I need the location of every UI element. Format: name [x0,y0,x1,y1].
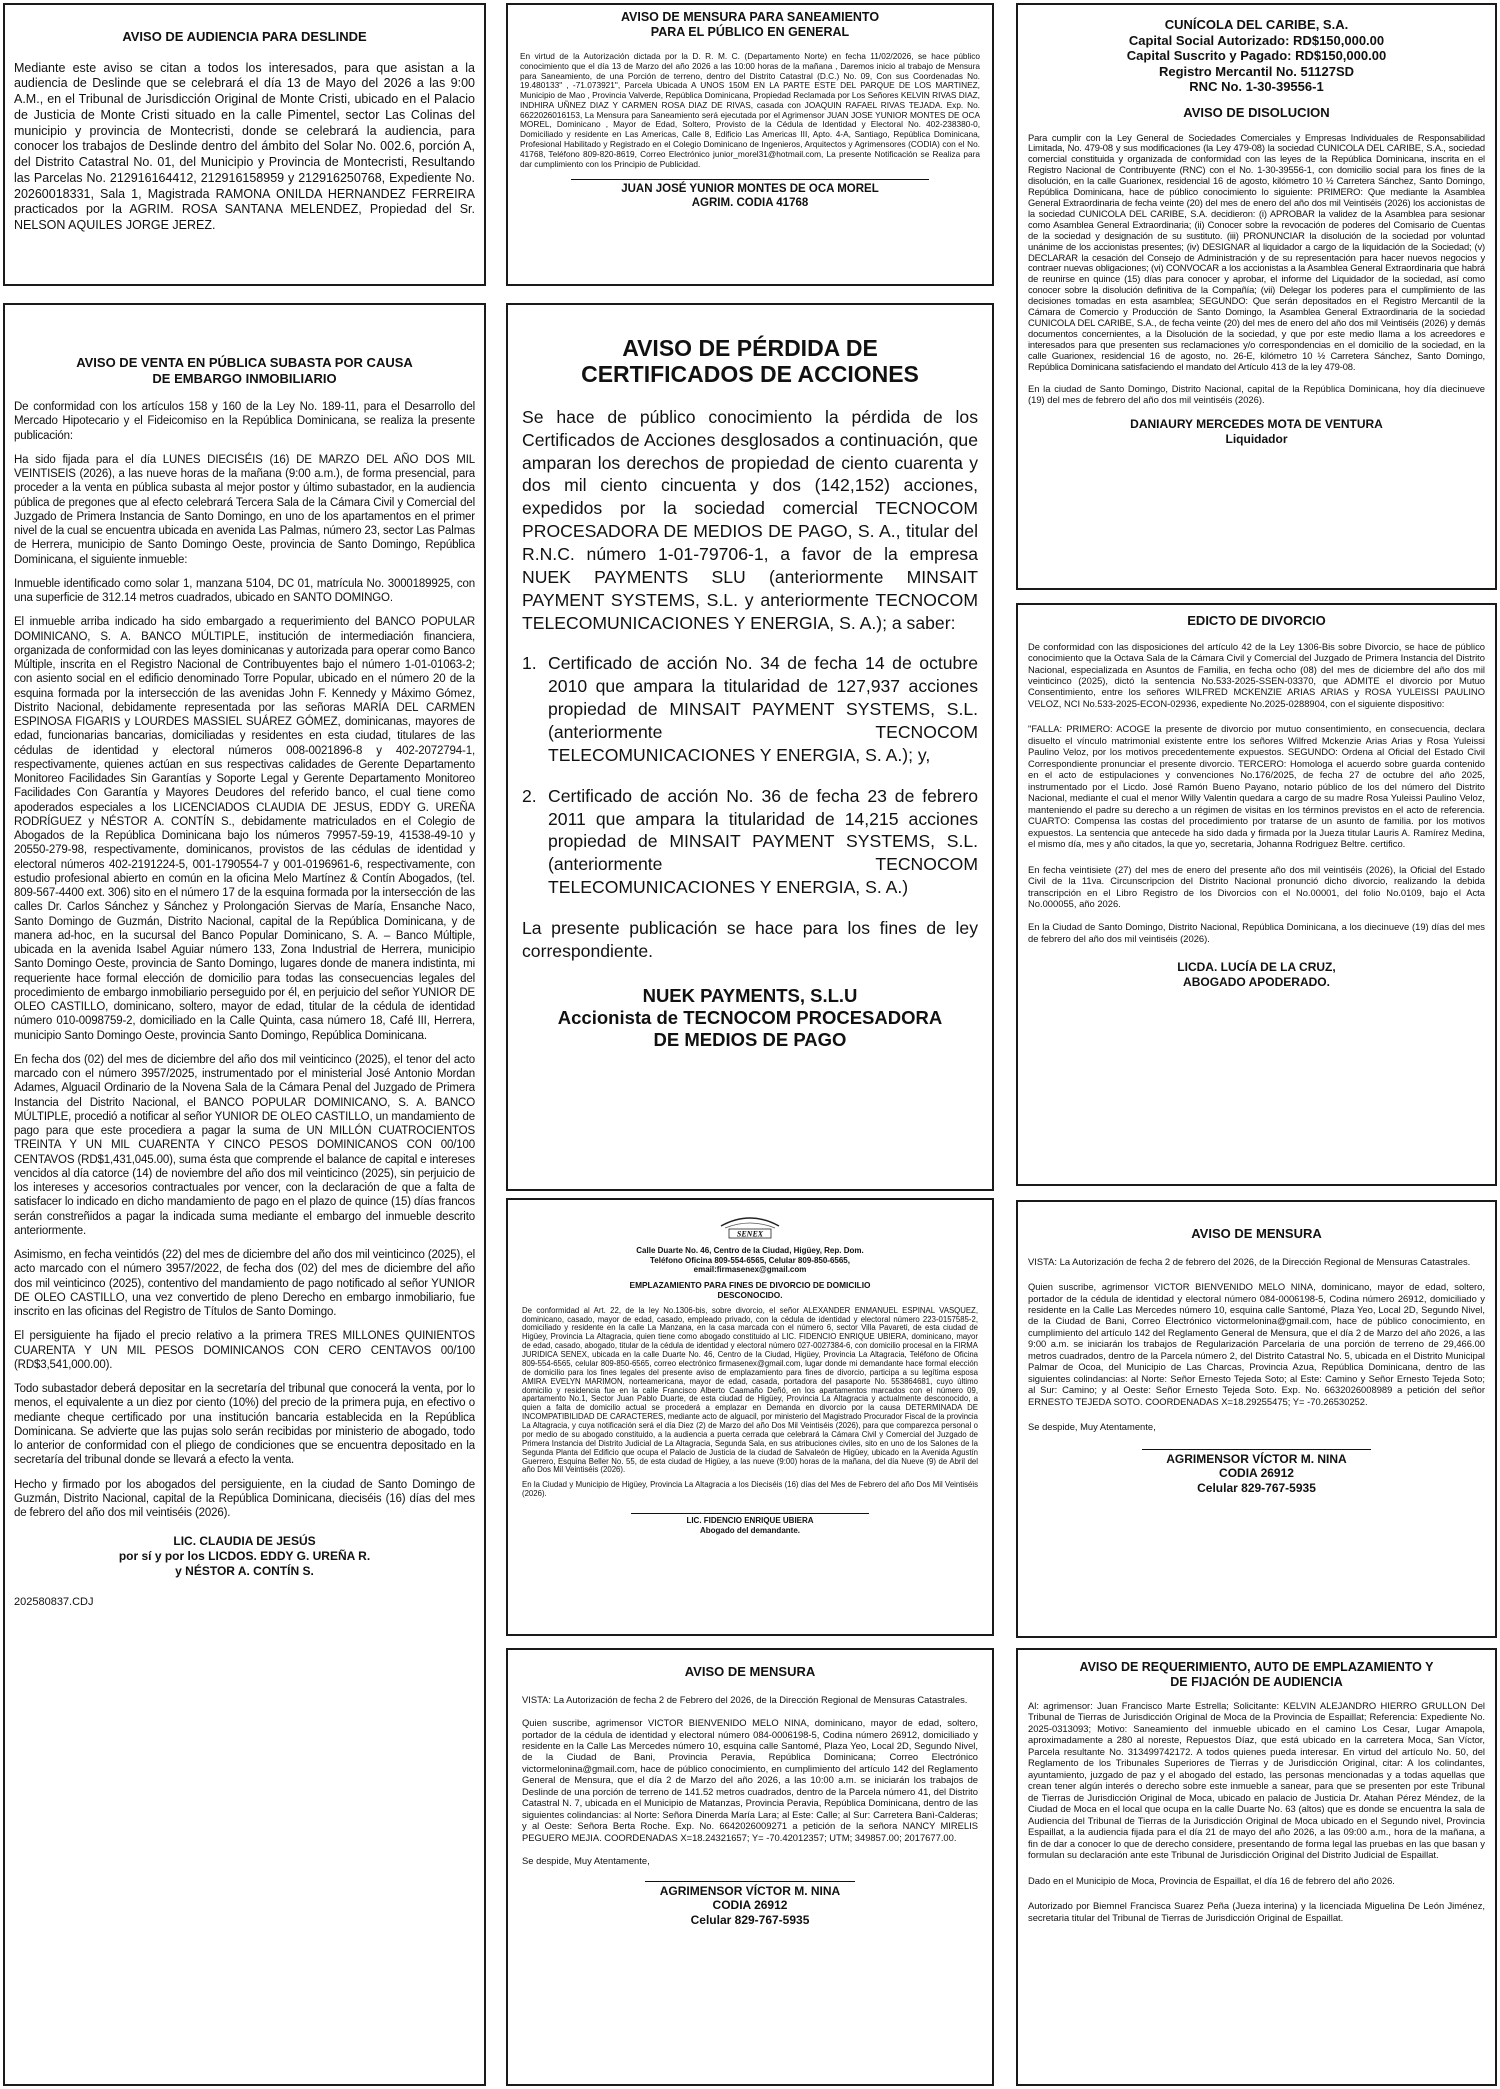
notice-requerimiento [1016,1648,1497,2086]
notice-signature [14,1534,475,1578]
signature-line: por sí y por los LICDOS. EDDY G. UREÑA R. [118,1549,371,1564]
notice-paragraph: De conformidad al Art. 22, de la ley No.1306-bis, sobre divorcio, el señor ALEXANDER ENMANUEL ESPINAL VASQUEZ, dominicano, casado, mayor de edad, casado, empleado privado, con la cédula de identidad y electoral número 223-0157585-2, domiciliado y residente en la calle La Manzana, en la casa marcada con el número 6, sector Villa Pavareti, de esta ciudad de Higüey, Provincia La Altagracia, quien tiene como abogado constituido al LIC. FIDENCIO ENRIQUE UBIERA, dominicano, mayor de edad, casado, abogado, titular de la cédula de identidad y electoral número 027-0027384-6, con domicilio procesal en la FIRMA JURIDICA SENEX, ubicada en la calle Duarte No. 46, Centro de la Ciudad, Higüey, Provincia La Altagracia, Teléfono de Oficina 809-554-6565, celular 809-850-6565, correo electrónico firmasenex@gmail.com, lugar donde mi demandante hace formal elección de domicilio para los fines legales del presente aviso de emplazamiento para fines de divorcio, participa a su legítima esposa AMIRA EVELYN MARIMON, norteamericana, mayor de edad, casada, portadora del pasaporte No. 553864681, cuyo último domicilio y residencia fue en la calle Francisco Alberto Caamaño Deñó, en los apartamentos marcados con el número 09, apartamento No.1, Sector Juan Pablo Duarte, de esta ciudad de Higüey, Provincia La Altagracia y actualmente desconocido, a quien a falta de domicilio actual se procederá a emplazar en Demanda en divorcio por la causa DETERMINADA DE INCOMPATIBILIDAD DE CARACTERES, mediante acto de alguacil, por ministerio del Magistrado Procurador Fiscal de la provincia La Altagracia, y cuya notificación será el día Diez (2) de Marzo del año Dos Mil Veintiséis (2026), para que comparezca personal o por medio de su abogado constituido, a la audiencia a puerta cerrada que celebrará la Cámara Civil y Comercial del Juzgado de Primera Instancia del Distrito Judicial de La Altagracia, Segunda Sala, en sus atribuciones civiles, sito en uno de los Salones de la Segunda Planta del Edificio que ocupa el Palacio de Justicia de la ciudad de Salvaleón de Higüey, ubicado en la Avenida Agustín Guerrero, Esquina Beller No. 55, de esta ciudad de Higüey, a las nueve (9:00) horas de la mañana, del día Nueve (9) de Abril del año Dos Mil Veintiséis (2026). [522,1305,978,1475]
certificate-item [522,785,978,899]
notice-title-line: CERTIFICADOS DE ACCIONES [581,361,919,388]
certificate-item [522,652,978,766]
notice-paragraph: Asimismo, en fecha veintidós (22) del mes de diciembre del año dos mil veinticinco (2025), el acto marcado con el número 3957/2022, de fecha dos (02) del mes de diciembre del año dos mil veinticinco (2025), contentivo del mandamiento de pago notificado al señor YUNIOR DE OLEO CASTILLO, una vez convertido de pleno Derecho en embargo inmobiliario, fue inscrito en las oficinas del Registro de Títulos de Santo Domingo. [14,1249,475,1319]
signature-line: Accionista de TECNOCOM PROCESADORA [557,1006,943,1028]
notice-signature [1028,1452,1485,1496]
notice-title [522,335,978,388]
notice-paragraph: En fecha veintisiete (27) del mes de enero del presente año dos mil veintiséis (2026), la Oficial del Estado Civil de la 11va. Circunscripcion del Distrito Nacional pronunció dicho divorcio, realizando la debida transcripción en el Libro Registro de los Divorcios con el No.00001, del folio No.0109, bajo el Acta No.000055, año 2026. [1028,863,1485,909]
notice-paragraph: Quien suscribe, agrimensor VICTOR BIENVENIDO MELO NINA, dominicano, mayor de edad, soltero, portador de la cédula de identidad y electoral número 084-0006198-5, Codina número 26912, domiciliado y residente en la Calle Las Mercedes número 10, esquina calle Santomé, Plaza Yeo, Local 2D, Segundo Nivel, de la Ciudad de Bani, Provincia Peravia, República Dominicana; Correo Electrónico victormelonina@gmail.com, hace de público conocimiento, en cumplimiento del artículo 142 del Reglamento General de Mensura, que el día 2 de Marzo del año 2026, a las 10:00 a.m. se iniciarán los trabajos de Deslinde de una porción de terreno de 141.52 metros cuadrados, dentro de la Parcela número 41, del Distrito Catastral N. 7, ubicada en el Municipio de Matanzas, Provincia Peravia, República Dominicana, dentro de las siguientes colindancias: al Norte: Señora Dinerda María Lara; al Este: Calle; al Sur: Carretera Banì-Calderas; y al Oeste: Señora Berta Roche. Exp. No. 6642026009271 a petición de la señora NANCY MIRELIS PEGUERO MEJIA. COORDENADAS X=18.24321657; Y= -70.42012357; UTM; 349857.00; 2017677.00. [522,1717,978,1843]
company-header [1028,17,1485,95]
signature-line: NUEK PAYMENTS, S.L.U [642,984,858,1006]
signature-rule [645,1881,855,1882]
company-name: CUNÍCOLA DEL CARIBE, S.A. [1164,17,1349,32]
signature-rule [631,1513,868,1514]
notice-title-line: AVISO DE VENTA EN PÚBLICA SUBASTA POR CAUSA [76,355,413,370]
notice-title-line: AVISO DE REQUERIMIENTO, AUTO DE EMPLAZAMIENTO Y [1079,1660,1434,1674]
notice-title-line: PARA EL PÚBLICO EN GENERAL [650,25,850,39]
signature-line: Liquidador [1225,432,1288,447]
notice-subasta [3,303,486,2086]
notice-body: Mediante este aviso se citan a todos los interesados, para que asistan a la audiencia de Deslinde que se celebrará el día 13 de Mayo del 2026 a las 9:00 A.M., en el Tribunal de Jurisdicción Original de Monte Cristi, ubicado en el Palacio de Justicia de Monte Cristi situado en la calle Pimentel, sector Las Colinas del municipio y provincia de Montecristi, donde se celebrará la audiencia, para conocer los trabajos de Deslinde dentro del ámbito del Solar No. 002.6, porción A, del Distrito Catastral No. 01, del Municipio y Provincia de Montecristi, Resultando las Parcelas No. 212916164412, 212916158959 y 212916250768, Expediente No. 20260018331, Sala 1, Magistrada RAMONA ONILDA HERNANDEZ FERREIRA practicados por la AGRIM. ROSA SANTANA MELENDEZ, Propiedad del Sr. NELSON AQUILES JORGE JEREZ. [14,60,475,233]
signature-line: ABOGADO APODERADO. [1183,975,1330,989]
notice-perdida-acciones [506,303,994,1191]
notice-paragraph: Al: agrimensor: Juan Francisco Marte Estrella; Solicitante: KELVIN ALEJANDRO HIERRO GRULLON Del Tribunal de Tierras de Jurisdicción Original de Moca de la Provincia de Espaillat; Referencia: Expediente No. 2025-0313093; Motivo: Saneamiento del inmueble ubicado en el camino Los Cesar, Lugar Amapola, aproximadamente a 280 al noreste, Repuestos Díaz, que está ubicado en la carretera Moca, San Víctor, Parcela resultante No. 313499742172. A todos quienes pueda interesar. En virtud del artículo No. 50, del Reglamento de los Tribunales Superiores de Tierras y de Jurisdicción Original, citar: A los colindantes, ayuntamiento, juzgado de paz y el abogado del estado, las personas mencionadas y a todas aquellas que crean tener algún interés o derecho sobre este inmueble a sanear, para que se presenten por este Tribunal de Tierras de Jurisdicción Original de Moca, ubicado en palacio de Justicia Dr. Atahan Pérez Méndez, de la Ciudad de Moca en el local que ocupa en la calle Duarte No. 63 (altos) que es donde se encuentra la sala de Audiencia del Tribunal de Tierras de la Jurisdicción Original de Moca ubicado en el Segundo nivel, Provincia Espaillat, a la audiencia fijada para el día 21 de mayo del año 2026, a las 09:00 a.m., hora de la mañana, a fin de dar a conocer lo que de derecho considere, presentando de forma legal las pruebas en las que basan y formulan su declaración ante este Tribunal de Jurisdicción Original del Distrito Judicial de Espaillat. [1028,1700,1485,1861]
notice-paragraph: Dado en el Municipio de Moca, Provincia de Espaillat, el día 16 de febrero del año 2026. [1028,1874,1395,1886]
letterhead-line: Teléfono Oficina 809-554-6565, Celular 809-850-6565, [650,1255,850,1265]
notice-title-line: DESCONOCIDO. [717,1289,783,1300]
notice-paragraph: Quien suscribe, agrimensor VICTOR BIENVENIDO MELO NINA, dominicano, mayor de edad, soltero, portador de la cédula de identidad y electoral número 084-0006198-5, Codina número 26912, domiciliado y residente en la Calle Las Mercedes número 10, esquina calle Santomé, Plaza Yeo, Local 2D, Segundo Nivel, de la Ciudad de Bani, Correo Electrónico victormelonina@gmail.com, hace de público conocimiento, en cumplimiento del artículo 142 del Reglamento General de Mensura, que el día 2 de Marzo del año 2026, a las 9:00 a.m. se iniciarán los trabajos de Regularización Parcelaria de una porción de terreno de 29,466.00 metros cuadrados, dentro de la Parcela número 2, del Distrito Catastral No. 5, ubicada en el Distrito Municipal Palmar de Ocoa, del Municipio de Las Charcas, Provincia Azua, República Dominicana, dentro de las siguientes colindancias: al Norte: Señor Ernesto Tejeda Soto; al Este: Camino y Señor Ernesto Tejeda Soto; al Sur: Camino; y al Oeste: Señor Ernesto Tejeda Soto. Exp. No. 6632026008989 a petición del señor ERNESTO TEJEDA SOTO. COORDENADAS X=18.29255475; Y= -70.26530252. [1028,1281,1485,1407]
item-text: Certificado de acción No. 36 de fecha 23 de febrero 2011 que ampara la titularidad de 14,215 acciones propiedad de MINSAIT PAYMENT SYSTEMS, S.L. (anteriormente TECNOCOM TELECOMUNICACIONES Y ENERGIA, S. A.) [548,785,978,898]
notice-saneamiento [506,3,994,286]
notice-signature [1028,960,1485,989]
company-capital: Capital Social Autorizado: RD$150,000.00 [1128,32,1385,48]
notice-paragraph: La presente publicación se hace para los fines de ley correspondiente. [522,918,978,961]
notice-title-line: DE EMBARGO INMOBILIARIO [152,370,337,386]
item-number: 2. [522,785,537,806]
notice-title [14,355,475,386]
scales-logo-icon [715,1208,785,1242]
company-registry: Registro Mercantil No. 51127SD [1158,63,1355,79]
notice-paragraph: Se hace de público conocimiento la pérdida de los Certificados de Acciones desglosados a continuación, que amparan los derechos de propiedad de ciento cuarenta y dos mil ciento cincuenta y dos (142,152) acciones, expedidos por la sociedad comercial TECNOCOM PROCESADORA DE MEDIOS DE PAGO, S. A., titular del R.N.C. número 1-01-79706-1, a favor de la empresa NUEK PAYMENTS SLU (anteriormente MINSAIT PAYMENT SYSTEMS, S.L. y anteriormente TECNOCOM TELECOMUNICACIONES Y ENERGIA, S. A.); a saber: [522,406,978,633]
signature-line: LIC. FIDENCIO ENRIQUE UBIERA [686,1516,814,1526]
letterhead-line: Calle Duarte No. 46, Centro de la Ciudad, Higüey, Rep. Dom. [636,1246,864,1255]
notice-title: EDICTO DE DIVORCIO [1187,613,1326,628]
notice-title-line: DE FIJACIÓN DE AUDIENCIA [1170,1675,1343,1689]
notice-mensura-peguero [506,1648,994,2086]
item-number: 1. [522,653,537,674]
reference-code: 202580837.CDJ [14,1596,94,1609]
notice-senex-emplazamiento [506,1198,994,1636]
signature-line: DANIAURY MERCEDES MOTA DE VENTURA [1130,417,1383,432]
notice-paragraph: "FALLA: PRIMERO: ACOGE la presente de divorcio por mutuo consentimiento, en consecuencia, declara disuelto el vínculo matrimonial existente entre los señores Wilfred Mckenzie Arias Arias y Rosa Yuleissi Paulino Veloz, por los motivos precedentemente expuestos. SEGUNDO: Ordena al Oficial del Estado Civil Correspondiente pronunciar el presente divorcio. TERCERO: Homologa el acuerdo sobre guarda contenido en el acto de estipulaciones y convenciones No.176/2025, de fecha 27 de octubre del año 2025, instrumentado por el Licdo. José Ramón Bueno Payano, notario público de los del número del Distrito Nacional, mediante el cual el menor Willy Valentin quedara a cargo de su madre Rosa Yuleissi Paulino Veloz, manteniendo el padre su derecho a un régimen de visitas en los términos previstos en el acto de referencia. CUARTO: Compensa las costas del procedimiento por tratarse de un asunto de familia. por los motivos expuestos. La sentencia que antecede ha sido dada y firmada por la Jueza titular Lauris A. Ramírez Medina, el mismo día, mes y año citados, la que yo, secretaria, Johanna Rodriguez Beltre. certifico. [1028,723,1485,850]
logo-label: SENEX [736,1229,764,1239]
notice-signature [522,1516,978,1536]
signature-rule [1142,1449,1371,1450]
senex-logo [522,1208,978,1242]
notice-paragraph: Ha sido fijada para el día LUNES DIECISÉIS (16) DE MARZO DEL AÑO DOS MIL VEINTISEIS (2026), a las nueve horas de la mañana (9:00 a.m.), de forma presencial, para proceder a la venta en pública subasta al mejor postor y último subastador, en la audiencia pública de pregones que al efecto celebrará Tercera Sala de la Cámara Civil y Comercial del Juzgado de Primera Instancia de Santo Domingo, en uno de los apartamentos en el primer nivel de la cual se encuentra ubicada en avenida Las Palmas, número 23, sector Las Palmas de Herrera, municipio de Santo Domingo Oeste, provincia de Santo Domingo, República Dominicana, el siguiente inmueble: [14,453,475,566]
signature-line: Abogado del demandante. [699,1525,800,1535]
notice-title-line: AVISO DE PÉRDIDA DE [622,335,878,361]
notice-body: En virtud de la Autorización dictada por la D. R. M. C. (Departamento Norte) en fecha 11/02/2026, se hace público conocimiento que el día 13 de Marzo del año 2026 a las 10:00 horas de la mañana , Daremos inicio al trabajo de Mensura para Saneamiento, de una Porción de terreno, dentro del Distrito Catastral (D.C.) No. 09, Con sus Coordenadas No. 19.480133" , -71.073921", Parcela Ubicada A UNOS 150M EN LA PARTE ESTE DEL PARQUE DE LOS MARTINEZ, Municipio de Mao , Provincia Valverde, República Dominicana, Propiedad Reclamada por Los Señores KELVIN RIVAS DIAZ, INDHIRA UÑNEZ DIAZ Y CARMEN ROSA DIAZ DE RIVAS, casada con JOAQUIN RAFAEL RIVAS TEJADA. Exp. No. 6622026016153, La Mensura para Saneamiento será ejecutada por el Agrimensor JUAN JOSE YUNIOR MONTES DE OCA MOREL, Dominicano , Mayor de Edad, Soltero, Provisto de la Cédula de Identidad y Electoral No. 402-238380-0, Domiciliado y residente en Las Americas, Calle 8, Edificio Las Americas III, Apto. 4-A, Santiago, República Dominicana, Profesional Habilitado y Registrado en el Colegio Dominicano de Ingenieros, Arquitectos y Agrimensores (CODIA) con el No. 41768, Teléfono 809-820-8619, Correo Electrónico junior_morel31@hotmail.com, La presente Notificación se Realiza para dar cumplimiento con los Principio de Publicidad. [520,51,980,169]
notice-divorcio [1016,603,1497,1186]
notice-paragraph: Autorizado por Biemnel Francisca Suarez Peña (Jueza interina) y la licenciada Miguelina De León Jiménez, secretaria titular del Tribunal de Tierras de Jurisdicción Original de Espaillat. [1028,1900,1485,1923]
notice-title: AVISO DE MENSURA [684,1664,816,1679]
notice-title [520,10,980,40]
company-capital-paid: Capital Suscrito y Pagado: RD$150,000.00 [1126,48,1387,64]
signature-line: LIC. CLAUDIA DE JESÚS [173,1534,316,1549]
letterhead-line: email:firmasenex@gmail.com [693,1265,807,1275]
notice-title-line: AVISO DE MENSURA PARA SANEAMIENTO [620,10,880,24]
notice-signature [522,985,978,1052]
notice-title: AVISO DE DISOLUCION [1183,104,1330,120]
notice-paragraph: Inmueble identificado como solar 1, manzana 5104, DC 01, matrícula No. 3000189925, con una superficie de 312.14 metros cuadrados, ubicado en SANTO DOMINGO. [14,577,475,605]
notice-title [1028,1660,1485,1690]
signature-line: AGRIMENSOR VÍCTOR M. NINA [1166,1451,1347,1466]
notice-title: AVISO DE AUDIENCIA PARA DESLINDE [122,29,367,44]
notice-paragraph: En la Ciudad y Municipio de Higüey, Provincia La Altagracia a los Dieciséis (16) días del Mes de Febrero del año Dos Mil Veintiséis (2026). [522,1480,978,1499]
notice-signature [1028,417,1485,446]
notice-title-line: EMPLAZAMIENTO PARA FINES DE DIVORCIO DE DOMICILIO [629,1279,871,1290]
notice-paragraph: Hecho y firmado por los abogados del persiguiente, en la ciudad de Santo Domingo de Guzmán, Distrito Nacional, capital de la República Dominicana, dieciséis (16) días del mes de febrero del año dos mil veintiséis (2026). [14,1478,475,1520]
company-rnc: RNC No. 1-30-39556-1 [1189,79,1324,95]
notice-paragraph: De conformidad con las disposiciones del artículo 42 de la Ley 1306-Bis sobre Divorcio, se hace de público conocimiento que la Octava Sala de la Cámara Civil y Comercial del Juzgado de Primera Instancia del Distrito Nacional, especializada en Asuntos de Familia, en fecha ocho (08) del mes de diciembre del año dos mil veinticinco (2025), dictó la sentencia No.533-2025-SSEN-03370, que ADMITE el divorcio por Mutuo Consentimiento, entre los señores WILFRED MCKENZIE ARIAS ARIAS y ROSA YULEISSI PAULINO VELOZ, NCI No.533-2025-ECON-02936, expediente No.2025-0288904, con el siguiente dispositivo: [1028,640,1485,709]
notice-paragraph: Se despide, Muy Atentamente, [522,1855,650,1867]
signature-line: LICDA. LUCÍA DE LA CRUZ, [1177,960,1336,975]
notice-paragraph: Se despide, Muy Atentamente, [1028,1421,1156,1433]
notice-paragraph: Todo subastador deberá depositar en la secretaría del tribunal que conocerá la venta, por lo menos, el equivalente a un diez por ciento (10%) del precio de la primera puja, en efectivo o mediante cheque certificado por una institución bancaria establecida en la República Dominicana. Se advierte que las pujas solo serán recibidas por ministerio de abogado, todo lo anterior de conformidad con el pliego de condiciones que se encuentra depositado en la secretaría del tribunal donde se llevará a efecto la venta. [14,1383,475,1467]
signature-line: AGRIM. CODIA 41768 [691,197,809,210]
notice-paragraph: En fecha dos (02) del mes de diciembre del año dos mil veinticinco (2025), el tenor del acto marcado con el número 3957/2025, instrumentado por el ministerial José Antonio Mordan Adames, Alguacil Ordinario de la Novena Sala de la Cámara Penal del Juzgado de Primera Instancia del Distrito Nacional, el BANCO POPULAR DOMINICANO, S. A. BANCO MÚLTIPLE, procedió a notificar al señor YUNIOR DE OLEO CASTILLO, un mandamiento de pago para que este procediera a pagar la suma de UN MILLÓN CUATROCIENTOS TREINTA Y UN MIL CUARENTA Y CINCO PESOS DOMINICANOS CON 00/100 CENTAVOS (RD$1,431,045.00), suma ésta que comprende el balance de capital e intereses vencidos al día catorce (14) de noviembre del año dos mil veinticinco (2025), sin perjuicio de los intereses y accesorios contractuales por vencer, con la declaración de que a falta de satisfacer lo indicado en dicho mandamiento de pago en el plazo de quince (15) días francos serán constreñidos a pagar la indicada suma mediante el embargo del inmueble descrito anteriormente. [14,1053,475,1237]
signature-line: CODIA 26912 [1219,1466,1294,1481]
notice-paragraph: VISTA: La Autorización de fecha 2 de Febrero del 2026, de la Dirección Regional de Mensuras Catastrales. [522,1693,968,1705]
notice-title: AVISO DE MENSURA [1191,1226,1322,1241]
notice-paragraph: El inmueble arriba indicado ha sido embargado a requerimiento del BANCO POPULAR DOMINICANO, S. A. BANCO MÚLTIPLE, institución de intermediación financiera, organizada de conformidad con las leyes dominicanas y autorizada para operar como Banco Múltiple, inscrita en el Registro Nacional de Contribuyentes bajo el número 1-01-01063-2; con asiento social en el edificio denominado Torre Popular, ubicado en el número 20 de la esquina formada por la intersección de las avenidas John F. Kennedy y Máximo Gómez, Distrito Nacional, debidamente representada por las señoras MARÍA DEL CARMEN ESPINOSA FIGARIS y LOURDES MASSIEL SUÁREZ GÓMEZ, dominicanas, mayores de edad, funcionarias bancarias, domiciliadas y residentes en esta ciudad, titulares de las cédulas de identidad y electoral números 008-0021896-8 y 402-2072794-1, respectivamente, quienes actúan en sus respectivas calidades de Gerente Departamento Monitoreo Facilidades Sin Garantías y Soporte Legal y Gerente Departamento Monitoreo Facilidades Con Garantía y Mayores Deudores del referido banco, el cual tiene como apoderados especiales a los LICENCIADOS CLAUDIA DE JESUS, EDDY G. UREÑA RODRÍGUEZ y NÉSTOR A. CONTÍN S., debidamente matriculados en el Colegio de Abogados de la República Dominicana bajo los números 79957-59-19, 41538-49-10 y 20550-279-98, respectivamente, dominicanos, provistos de las cédulas de identidad y electoral números 402-2191224-5, 001-1790554-7 y 001-0196961-6, respectivamente, con estudio profesional abierto en común en la oficina Melo Martínez & Contín Abogados, (tel. 809-567-4400 ext. 306) sito en el número 17 de la esquina formada por la intersección de las calles Dr. Carlos Sánchez y Sánchez y Prolongación Siervas de María, Ensanche Naco, Santo Domingo de Guzmán, Distrito Nacional, capital de la República Dominicana, y de manera ad-hoc, en la sucursal del Banco Popular Dominicano, S. A. – Banco Múltiple, ubicada en la avenida Isabel Aguiar número 133, Zona Industrial de Herrera, municipio Santo Domingo Oeste, provincia de Santo Domingo, lugares donde de manera indistinta, mi requeriente hace formal elección de domicilio para todas las consecuencias legales del procedimiento de embargo inmobiliario perseguido por él, en perjuicio del señor YUNIOR DE OLEO CASTILLO, dominicano, soltero, mayor de edad, titular de la cédula de identidad número 010-0098759-2, domiciliado en la Calle Quinta, casa número 18, Café III, Herrera, municipio Santo Domingo Oeste, provincia Santo Domingo, República Dominicana. [14,616,475,1042]
signature-line: Celular 829-767-5935 [690,1912,810,1927]
notice-signature [520,182,980,210]
signature-line: y NÉSTOR A. CONTÍN S. [175,1563,314,1578]
notice-paragraph: Para cumplir con la Ley General de Sociedades Comerciales y Empresas Individuales de Responsabilidad Limitada, No. 479-08 y sus modificaciones (la Ley 479-08) la sociedad CUNICOLA DEL CARIBE, S.A., sociedad comercial constituida y organizada de conformidad con las leyes de la República Dominicana, inscrita en el Registro Nacional de Contribuyente (RNC) con el No. 1-30-39556-1, con domicilio social para los fines de la disolución, en la calle Guarionex, residencial 16 de agosto, kilómetro 10 ½ Carretera Sánchez, Santo Domingo, República Dominicana, hace de público conocimiento lo siguiente: PRIMERO: Que mediante la Asamblea General Extraordinaria de fecha veinte (20) del mes de enero del año dos mil Veintiséis (2026) los accionistas de la sociedad CUNICOLA DEL CARIBE, S.A. decidieron: (i) APROBAR la validez de la Asamblea para sesionar como Asamblea General Extraordinaria; (ii) Conocer sobre la revocación de poderes del Comisario de Cuentas de la sociedad y designación de su sustituto. (iii) PRONUNCIAR la disolución de la sociedad por voluntad unánime de los accionistas presentes; (iv) DESIGNAR al liquidador a cargo de la liquidación de la Sociedad; (v) DECLARAR la cesación del Consejo de Administración y de su representación para hacer nuevos negocios y contraer nuevas obligaciones; (vi) CONVOCAR a los accionistas a la Asamblea General Extraordinaria que habrá de reunirse en quince (15) días para conocer y aprobar, el informe del Liquidador de la sociedad, así como conocer sobre la disolución definitiva de la Compañía; (vii) Delegar los poderes para el cumplimiento de las decisiones tomadas en esta asamblea; SEGUNDO: Que serán depositados en el Registro Mercantil de la Cámara de Comercio y Producción de Santo Domingo, la Asamblea General Extraordinaria de la sociedad CUNICOLA DEL CARIBE, S.A., de fecha veinte (20) del mes de enero del año dos mil Veintiséis (2026) y demás documentos concernientes, a la Disolución de la sociedad, y que por este medio llama a los acreedores e interesados para que presenten sus reclamaciones y/o correspondencias en el domicilio de la sociedad, en la calle Guarionex, residencial 16 de agosto, no. 26-E, kilómetro 10 ½ Carretera Sánchez, Santo Domingo, República Dominicana satisfaciendo el mandato del Artículo 413 de la ley 479-08. [1028,131,1485,372]
senex-letterhead [522,1246,978,1275]
signature-line: AGRIMENSOR VÍCTOR M. NINA [659,1883,841,1898]
notice-cunicola [1016,3,1497,590]
signature-line: CODIA 26912 [712,1898,788,1913]
notice-paragraph: En la ciudad de Santo Domingo, Distrito Nacional, capital de la República Dominicana, hoy día diecinueve (19) del mes de febrero del año dos mil veintiséis (2026). [1028,382,1485,405]
signature-line: DE MEDIOS DE PAGO [653,1029,847,1051]
notice-paragraph: De conformidad con los artículos 158 y 160 de la Ley No. 189-11, para el Desarrollo del Mercado Hipotecario y el Fideicomiso en la República Dominicana, se realiza la presente publicación: [14,401,475,442]
signature-rule [571,179,930,180]
notice-paragraph: En la Ciudad de Santo Domingo, Distrito Nacional, República Dominicana, a los diecinueve (19) días del mes de febrero del año dos mil veintiséis (2026). [1028,921,1485,944]
notice-paragraph: El persiguiente ha fijado el precio relativo a la primera TRES MILLONES QUINIENTOS CUARENTA Y UN MIL PESOS DOMINICANOS CON CERO CENTAVOS 00/100 (RD$3,541,000.00). [14,1330,475,1371]
signature-line: JUAN JOSÉ YUNIOR MONTES DE OCA MOREL [621,183,879,196]
signature-line: Celular 829-767-5935 [1197,1480,1316,1495]
item-text: Certificado de acción No. 34 de fecha 14 de octubre 2010 que ampara la titularidad de 127,937 acciones propiedad de MINSAIT PAYMENT SYSTEMS, S.L. (anteriormente TECNOCOM TELECOMUNICACIONES Y ENERGIA, S. A.); y, [548,653,978,765]
notice-signature [522,1884,978,1928]
notice-deslinde [3,3,486,286]
notice-title [522,1281,978,1301]
notice-mensura-nina [1016,1200,1497,1638]
notice-paragraph: VISTA: La Autorización de fecha 2 de febrero del 2026, de la Dirección Regional de Mensuras Catastrales. [1028,1255,1471,1267]
